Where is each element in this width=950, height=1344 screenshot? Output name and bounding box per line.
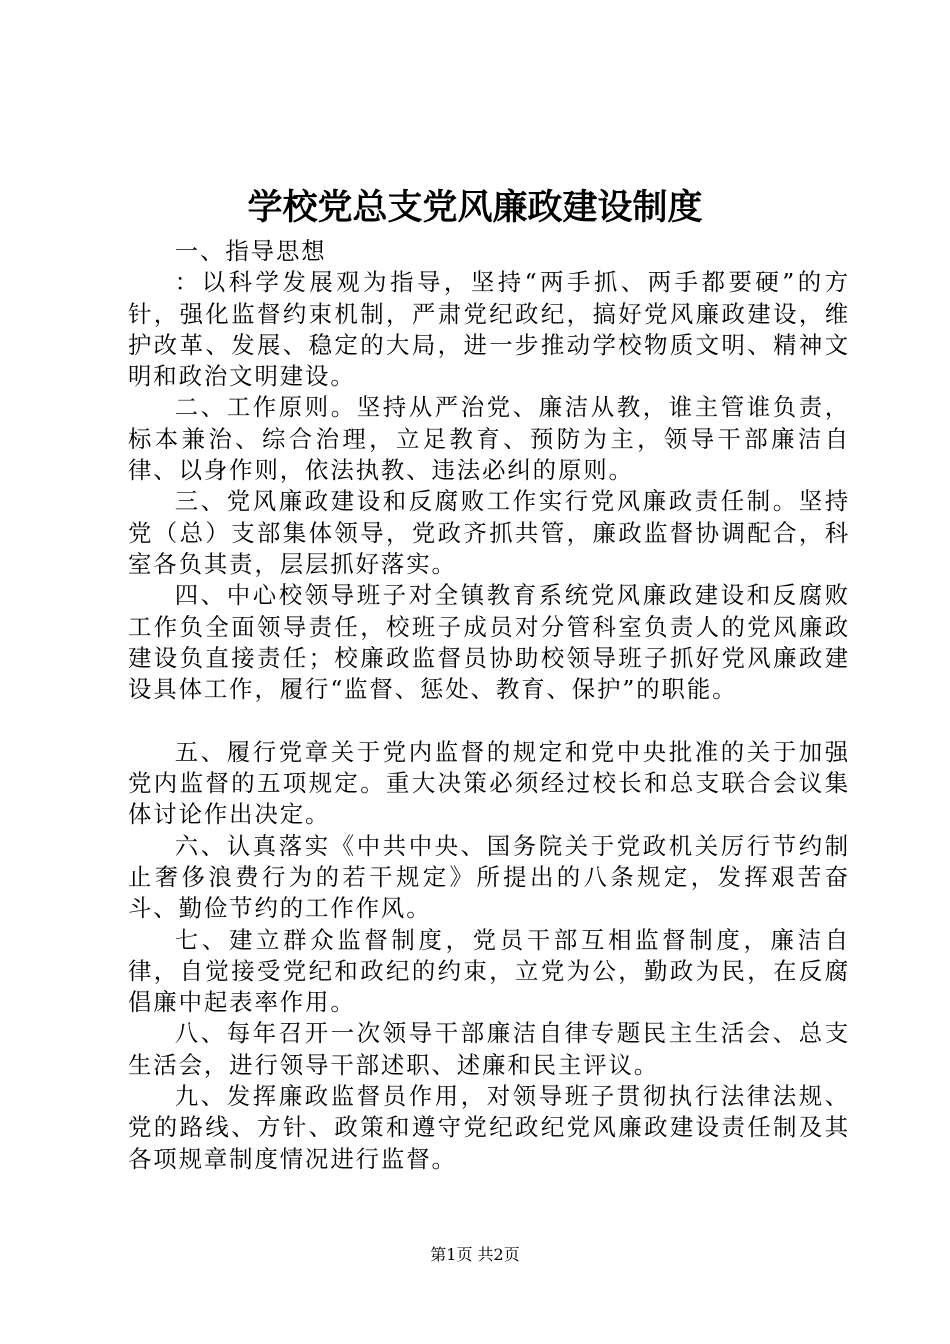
paragraph-responsibility-system: 三、党风廉政建设和反腐败工作实行党风廉政责任制。坚持党（总）支部集体领导，党政齐抓共管，廉政监督协调配合，科室各负其责，层层抓好落实。 [128, 487, 850, 578]
paragraph-guiding-thought: ：以科学发展观为指导，坚持“两手抓、两手都要硬”的方针，强化监督约束机制，严肃党纪政纪，搞好党风廉政建设，维护改革、发展、稳定的大局，进一步推动学校物质文明、精神文明和政治文明建设。 [128, 268, 850, 391]
paragraph-party-supervision: 五、履行党章关于党内监督的规定和党中央批准的关于加强党内监督的五项规定。重大决策必须经过校长和总支联合会议集体讨论作出决定。 [128, 737, 850, 829]
paragraph-supervisor-role: 九、发挥廉政监督员作用，对领导班子贯彻执行法律法规、党的路线、方针、政策和遵守党纪政纪党风廉政建设责任制及其各项规章制度情况进行监督。 [128, 1082, 850, 1173]
document-body [128, 236, 850, 1175]
page-number: 第1页 共2页 [430, 1245, 520, 1264]
section-heading-guiding-thought: 一、指导思想 [174, 237, 327, 265]
paragraph-mass-supervision: 七、建立群众监督制度，党员干部互相监督制度，廉洁自律，自觉接受党纪和政纪的约束，立党为公，勤政为民，在反腐倡廉中起表率作用。 [128, 925, 850, 1017]
paragraph-spacer [128, 705, 850, 736]
paragraph-democratic-life-meeting: 八、每年召开一次领导干部廉洁自律专题民主生活会、总支生活会，进行领导干部述职、述廉和民主评议。 [128, 1019, 850, 1079]
document-title: 学校党总支党风廉政建设制度 [247, 187, 703, 228]
paragraph-work-principle: 二、工作原则。坚持从严治党、廉洁从教，谁主管谁负责，标本兼治、综合治理，立足教育、预防为主，领导干部廉洁自律、以身作则，依法执教、违法必纠的原则。 [128, 393, 850, 485]
paragraph-frugality: 六、认真落实《中共中央、国务院关于党政机关厉行节约制止奢侈浪费行为的若干规定》所提出的八条规定，发挥艰苦奋斗、勤俭节约的工作作风。 [128, 831, 850, 923]
paragraph-leadership-responsibility: 四、中心校领导班子对全镇教育系统党风廉政建设和反腐败工作负全面领导责任，校班子成员对分管科室负责人的党风廉政建设负直接责任；校廉政监督员协助校领导班子抓好党风廉政建设具体工作，履行“监督、惩处、教育、保护”的职能。 [128, 581, 850, 704]
